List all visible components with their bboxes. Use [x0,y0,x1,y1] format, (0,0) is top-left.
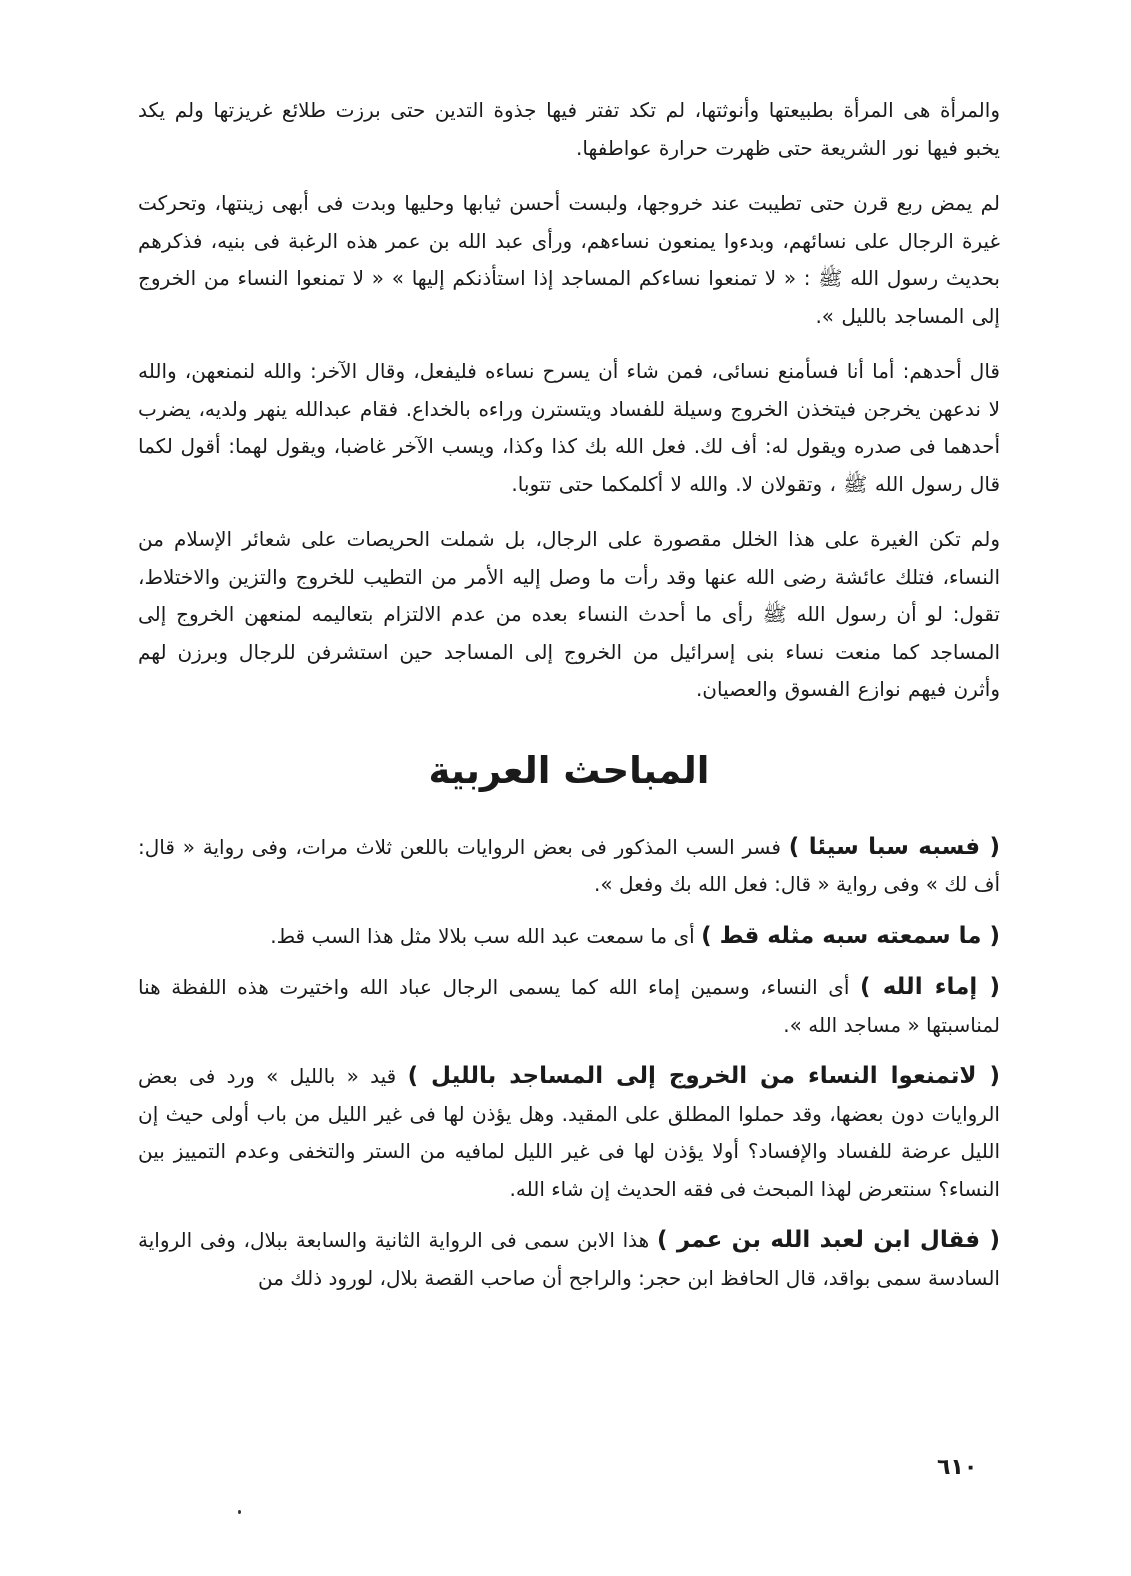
page-body [138,92,1000,1311]
page-number: ٦١٠ [937,1455,978,1480]
paragraph-4: ولم تكن الغيرة على هذا الخلل مقصورة على الرجال، بل شملت الحريصات على شعائر الإسلام من النساء، فتلك عائشة رضى الله عنها وقد رأت ما وصل إليه الأمر من التطيب للخروج والتزين والاختلاط، تقول: لو أن رسول الله ﷺ رأى ما أحدث النساء بعده من عدم الالتزام بتعاليمه لمنعهن الخروج إلى المساجد كما منعت نساء بنى إسرائيل من الخروج إلى المساجد حين استشرفن للرجال وبرزن لهم وأثرن فيهم نوازع الفسوق والعصيان. [138,527,1000,701]
paragraph-1: والمرأة هى المرأة بطبيعتها وأنوثتها، لم تكد تفتر فيها جذوة التدين حتى برزت طلائع غريزتها ولم يكد يخبو فيها نور الشريعة حتى ظهرت حرارة عواطفها. [138,98,1000,160]
term-heading-3: ( إماء الله ) [860,974,1000,1000]
term-heading-5: ( فقال ابن لعبد الله بن عمر ) [656,1227,1001,1253]
term-text-4: قيد « بالليل » ورد فى بعض الروايات دون بعضها، وقد حملوا المطلق على المقيد. وهل يؤذن لها فى غير الليل من باب أولى حيث إن الليل عرضة للفساد والإفساد؟ أولا يؤذن لها فى غير الليل لمافيه من الستر والتخفى وعدم التمييز بين النساء؟ سنتعرض لهذا المبحث فى فقه الحديث إن شاء الله. [138,1064,1000,1201]
term-heading-4: ( لاتمنعوا النساء من الخروج إلى المساجد بالليل ) [407,1063,1000,1089]
term-text-1: فسر السب المذكور فى بعض الروايات باللعن ثلاث مرات، وفى رواية « قال: أف لك » وفى رواية « قال: فعل الله بك وفعل ». [138,834,1000,896]
section-title: المباحث العربية [428,748,710,792]
term-heading-1: ( فسبه سبا سيئا ) [788,833,1000,860]
term-heading-2: ( ما سمعته سبه مثله قط ) [701,922,1000,949]
term-text-3: أى النساء، وسمين إماء الله كما يسمى الرجال عباد الله واختيرت هذه اللفظة هنا لمناسبتها « مساجد الله ». [138,975,1000,1037]
term-entry-5 [138,1222,1000,1297]
scan-speck [238,1510,241,1514]
term-text-2: أى ما سمعت عبد الله سب بلالا مثل هذا السب قط. [270,923,702,948]
term-entry-3 [138,969,1000,1044]
term-entry-2 [138,918,1000,956]
paragraph-3: قال أحدهم: أما أنا فسأمنع نسائى، فمن شاء أن يسرح نساءه فليفعل، وقال الآخر: والله لنمنعهن، والله لا ندعهن يخرجن فيتخذن الخروج وسيلة للفساد ويتسترن وراءه بالخداع. فقام عبدالله ينهر ولديه، يضرب أحدهما فى صدره ويقول له: أف لك. فعل الله بك كذا وكذا، ويسب الآخر غاضبا، ويقول لهما: أقول لكما قال رسول الله ﷺ ، وتقولان لا. والله لا أكلمكما حتى تتوبا. [138,359,1000,496]
term-entry-1 [138,829,1000,904]
term-text-5: هذا الابن سمى فى الرواية الثانية والسابعة ببلال، وفى الرواية السادسة سمى بواقد، قال الحافظ ابن حجر: والراجح أن صاحب القصة بلال، لورود ذلك من [138,1228,1000,1290]
term-entry-4 [138,1058,1000,1208]
paragraph-2: لم يمض ربع قرن حتى تطيبت عند خروجها، ولبست أحسن ثيابها وحليها وبدت فى أبهى زينتها، وتحركت غيرة الرجال على نسائهم، وبدءوا يمنعون نساءهم، ورأى عبد الله بن عمر هذه الرغبة فى بنيه، فذكرهم بحديث رسول الله ﷺ : « لا تمنعوا نساءكم المساجد إذا استأذنكم إليها » « لا تمنعوا النساء من الخروج إلى المساجد بالليل ». [138,191,1000,328]
